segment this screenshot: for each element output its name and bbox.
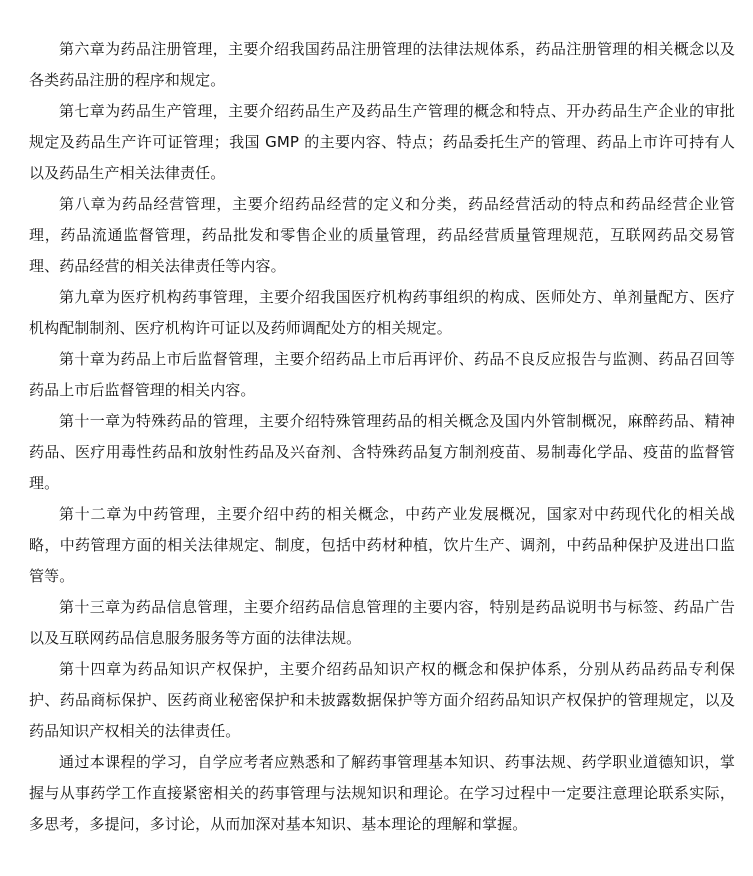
paragraph-chapter-10: 第十章为药品上市后监督管理，主要介绍药品上市后再评价、药品不良反应报告与监测、药品召回等药品上市后监督管理的相关内容。 [29,350,735,399]
paragraph-chapter-6: 第六章为药品注册管理，主要介绍我国药品注册管理的法律法规体系，药品注册管理的相关概念以及各类药品注册的程序和规定。 [29,40,735,89]
paragraph-chapter-7: 第七章为药品生产管理，主要介绍药品生产及药品生产管理的概念和特点、开办药品生产企业的审批规定及药品生产许可证管理；我国 GMP 的主要内容、特点；药品委托生产的管理、药品上市许可持有人以及药品生产相关法律责任。 [29,102,735,182]
paragraph-chapter-8: 第八章为药品经营管理，主要介绍药品经营的定义和分类，药品经营活动的特点和药品经营企业管理，药品流通监督管理，药品批发和零售企业的质量管理，药品经营质量管理规范，互联网药品交易管理、药品经营的相关法律责任等内容。 [29,195,735,275]
paragraph-chapter-9: 第九章为医疗机构药事管理，主要介绍我国医疗机构药事组织的构成、医师处方、单剂量配方、医疗机构配制制剂、医疗机构许可证以及药师调配处方的相关规定。 [29,288,735,337]
paragraph-chapter-14: 第十四章为药品知识产权保护，主要介绍药品知识产权的概念和保护体系，分别从药品药品专利保护、药品商标保护、医药商业秘密保护和未披露数据保护等方面介绍药品知识产权保护的管理规定，以及药品知识产权相关的法律责任。 [29,660,735,740]
paragraph-chapter-13: 第十三章为药品信息管理，主要介绍药品信息管理的主要内容，特别是药品说明书与标签、药品广告以及互联网药品信息服务服务等方面的法律法规。 [29,598,735,647]
paragraph-chapter-12: 第十二章为中药管理，主要介绍中药的相关概念，中药产业发展概况，国家对中药现代化的相关战略，中药管理方面的相关法律规定、制度，包括中药材种植，饮片生产、调剂，中药品种保护及进出口监管等。 [29,505,735,585]
paragraph-chapter-11: 第十一章为特殊药品的管理，主要介绍特殊管理药品的相关概念及国内外管制概况，麻醉药品、精神药品、医疗用毒性药品和放射性药品及兴奋剂、含特殊药品复方制剂疫苗、易制毒化学品、疫苗的监督管理。 [29,412,735,492]
document-body [29,34,735,840]
paragraph-study-guidance: 通过本课程的学习，自学应考者应熟悉和了解药事管理基本知识、药事法规、药学职业道德知识，掌握与从事药学工作直接紧密相关的药事管理与法规知识和理论。在学习过程中一定要注意理论联系实际，多思考，多提问，多讨论，从而加深对基本知识、基本理论的理解和掌握。 [29,753,735,833]
